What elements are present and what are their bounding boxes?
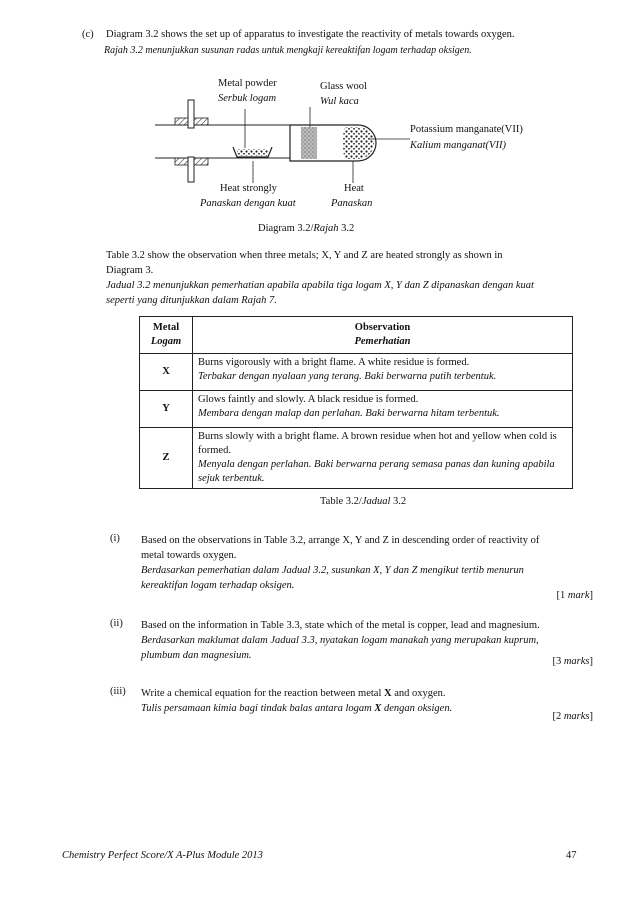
page-number: 47 [566, 850, 577, 861]
table-row: Y Glows faintly and slowly. A black residue is formed. Membara dengan malap dan perlahan. Baki berwarna hitam terbentuk. [140, 391, 573, 428]
question-ii-number: (ii) [110, 618, 123, 629]
heat-strongly-label-ms: Panaskan dengan kuat [200, 198, 296, 209]
heat-label-ms: Panaskan [331, 198, 373, 209]
question-i-number: (i) [110, 533, 120, 544]
question-iii-marks: [2 marks] [552, 711, 593, 722]
metal-powder-label: Metal powder [218, 78, 277, 89]
apparatus-diagram [140, 95, 430, 190]
table-header: Metal Logam Observation Pemerhatian [140, 317, 573, 354]
heat-strongly-label: Heat strongly [220, 183, 277, 194]
question-ii-marks: [3 marks] [552, 656, 593, 667]
question-i-marks: [1 mark] [556, 590, 593, 601]
clamp-bottom [188, 157, 194, 182]
part-c-text-en: Diagram 3.2 shows the set up of apparatus to investigate the reactivity of metals towards oxygen. [106, 29, 515, 40]
metal-powder-label-ms: Serbuk logam [218, 93, 277, 104]
part-c-text-ms: Rajah 3.2 menunjukkan susunan radas untuk mengkaji kereaktifan logam terhadap oksigen. [104, 45, 472, 56]
inlet-tube [155, 118, 300, 165]
table-row: Z Burns slowly with a bright flame. A brown residue when hot and yellow when cold is formed. Menyala dengan perlahan. Baki berwarna perang semasa panas dan kuning apabila sejuk terbentuk. [140, 428, 573, 489]
question-i-text: Based on the observations in Table 3.2, arrange X, Y and Z in descending order of reactivity of metal towards oxygen. Berdasarkan pemerhatian dalam Jadual 3.2, susunkan X, Y dan Z mengikut tertib menurun kereaktifan logam terhadap oksigen. [141, 535, 540, 591]
kmno4-label: Potassium manganate(VII) [410, 124, 523, 135]
glass-wool [301, 127, 317, 159]
metal-powder [237, 149, 268, 156]
kmno4-label-ms: Kalium manganat(VII) [410, 140, 506, 151]
kmno4-crystals [343, 127, 375, 159]
question-ii-text: Based on the information in Table 3.3, state which of the metal is copper, lead and magnesium. Berdasarkan maklumat dalam Jadual 3.3, nyatakan logam manakah yang merupakan kuprum, plumbum dan magnesium. [141, 620, 540, 661]
footer-title: Chemistry Perfect Score/X A-Plus Module 2013 [62, 850, 263, 861]
glass-wool-label: Glass wool [320, 81, 367, 92]
glass-wool-label-ms: Wul kaca [320, 96, 359, 107]
part-c-label: (c) [82, 29, 94, 40]
intro-text: Table 3.2 show the observation when three metals; X, Y and Z are heated strongly as shown in Diagram 3. Jadual 3.2 menunjukkan pemerhatian apabila apabila tiga logam X, Y dan Z dipanaskan dengan kuat seperti yang ditunjukkan dalam Rajah 7. [106, 250, 534, 306]
diagram-caption: Diagram 3.2/Rajah 3.2 [258, 223, 355, 234]
observation-table [139, 316, 573, 489]
heat-label: Heat [344, 183, 364, 194]
clamp-top [188, 100, 194, 128]
table-row: X Burns vigorously with a bright flame. A white residue is formed. Terbakar dengan nyalaan yang terang. Baki berwarna putih terbentuk. [140, 354, 573, 391]
question-iii-number: (iii) [110, 686, 126, 697]
table-caption: Table 3.2/Jadual 3.2 [320, 496, 407, 507]
question-iii-text: Write a chemical equation for the reaction between metal X and oxygen. Tulis persamaan kimia bagi tindak balas antara logam X dengan oksigen. [141, 688, 453, 714]
